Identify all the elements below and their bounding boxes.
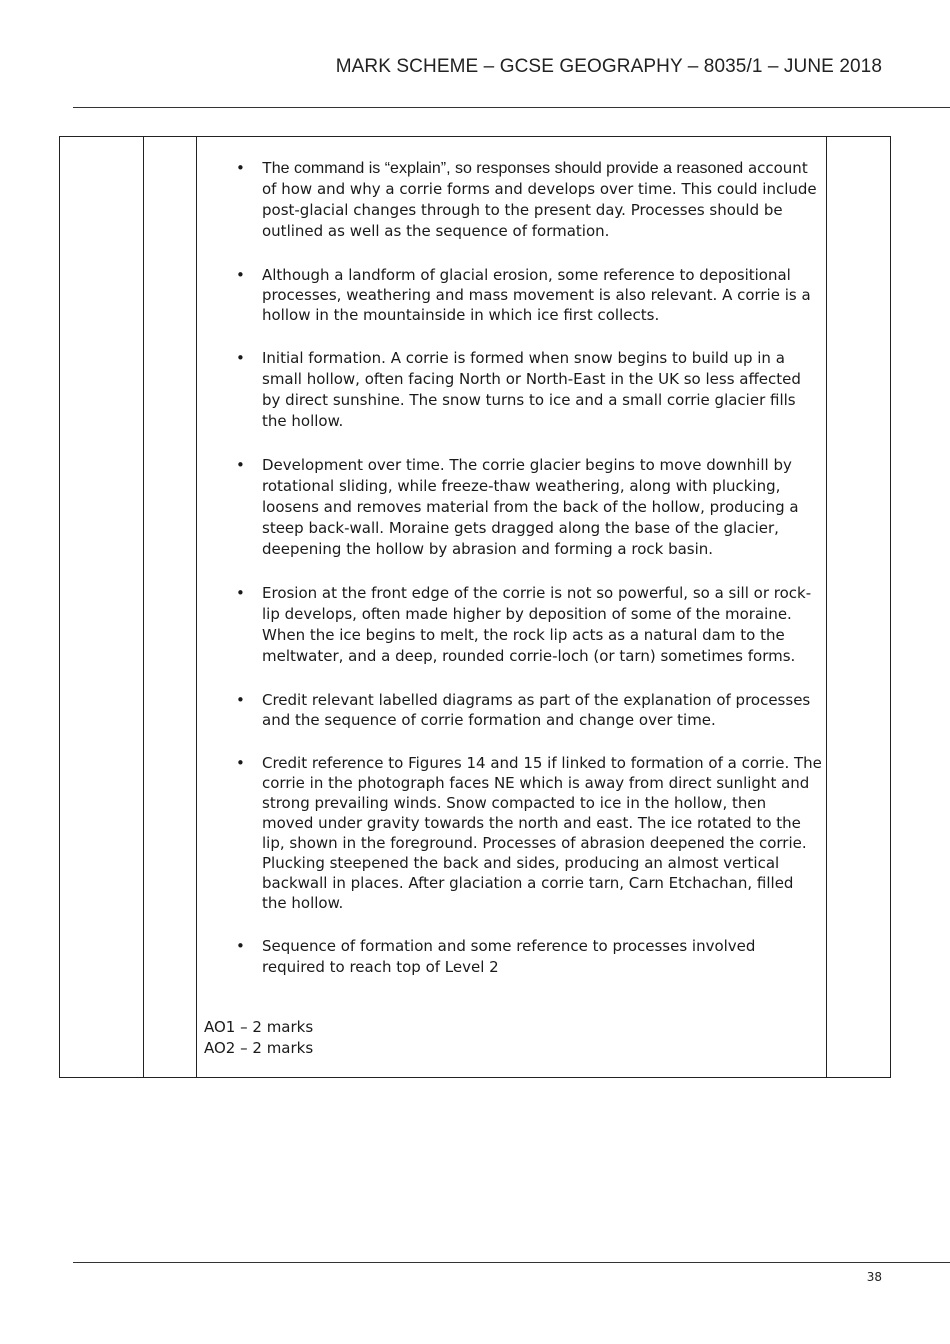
- guidance-cell: [197, 137, 826, 1077]
- guidance-bullet-erosion: [236, 583, 822, 667]
- bullet-icon: •: [236, 584, 245, 602]
- bullet-text: Sequence of formation and some reference to processes involved required to reach top of Level 2: [262, 937, 756, 976]
- bullet-text: Development over time. The corrie glacier begins to move downhill by rotational sliding, while freeze-thaw weathering, along with plucking, loosens and removes material from the back of the hollow, producing a steep back-wall. Moraine gets dragged along the base of the glacier, deepening the hollow by abrasion and forming a rock basin.: [262, 456, 799, 558]
- bullet-icon: •: [236, 456, 245, 474]
- guidance-bullet-initial-formation: [236, 348, 822, 432]
- assessment-objective-marks: [204, 1017, 313, 1059]
- guidance-bullet-diagrams: [236, 690, 822, 730]
- bullet-icon: •: [236, 937, 245, 955]
- guidance-bullet-development: [236, 455, 822, 560]
- bullet-text: Initial formation. A corrie is formed when snow begins to build up in a small hollow, often facing North or North-East in the UK so less affected by direct sunshine. The snow turns to ice and a small corrie glacier fills the hollow.: [262, 349, 801, 430]
- bullet-text: Although a landform of glacial erosion, some reference to depositional processes, weathering and mass movement is also relevant. A corrie is a hollow in the mountainside in which ice first collects.: [262, 266, 811, 324]
- page-header-title: MARK SCHEME – GCSE GEOGRAPHY – 8035/1 – JUNE 2018: [335, 56, 882, 77]
- guidance-bullet-figures: [236, 753, 822, 913]
- bullet-text: Erosion at the front edge of the corrie is not so powerful, so a sill or rock-lip develops, often made higher by deposition of some of the moraine. When the ice begins to melt, the rock lip acts as a natural dam to the meltwater, and a deep, rounded corrie-loch (or tarn) sometimes forms.: [262, 584, 812, 665]
- footer-divider: [73, 1262, 950, 1263]
- header-divider: [73, 107, 950, 108]
- bullet-text: account of how and why a corrie forms and develops over time. This could include post-glacial changes through to the present day. Processes should be outlined as well as the sequence of formation.: [262, 159, 817, 240]
- bullet-text: Credit relevant labelled diagrams as part of the explanation of processes and the sequence of corrie formation and change over time.: [262, 691, 811, 729]
- ao2-marks: AO2 – 2 marks: [204, 1039, 314, 1057]
- ao1-marks: AO1 – 2 marks: [204, 1018, 314, 1036]
- guidance-bullet-sequence: [236, 936, 822, 978]
- bullet-text: Credit reference to Figures 14 and 15 if linked to formation of a corrie. The corrie in the photograph faces NE which is away from direct sunlight and strong prevailing winds. Snow compacted to ice in the hollow, then moved under gravity towards the north and east. The ice rotated to the lip, shown in the foreground. Processes of abrasion deepened the corrie. Plucking steepened the back and sides, producing an almost vertical backwall in places. After glaciation a corrie tarn, Carn Etchachan, filled the hollow.: [262, 754, 822, 912]
- bullet-icon: •: [236, 349, 245, 367]
- mark-scheme-table: [59, 136, 891, 1078]
- bullet-icon: •: [236, 159, 245, 177]
- guidance-bullet-command: [236, 158, 822, 242]
- column-divider-3: [826, 137, 827, 1077]
- page-number: 38: [866, 1270, 882, 1284]
- guidance-bullet-landform: [236, 265, 822, 325]
- bullet-first-line: The command is “explain”, so responses should provide a reasoned: [262, 160, 744, 177]
- bullet-icon: •: [236, 691, 245, 709]
- bullet-icon: •: [236, 754, 245, 772]
- guidance-bullet-list: [236, 158, 822, 1001]
- bullet-icon: •: [236, 266, 245, 284]
- column-divider-1: [143, 137, 144, 1077]
